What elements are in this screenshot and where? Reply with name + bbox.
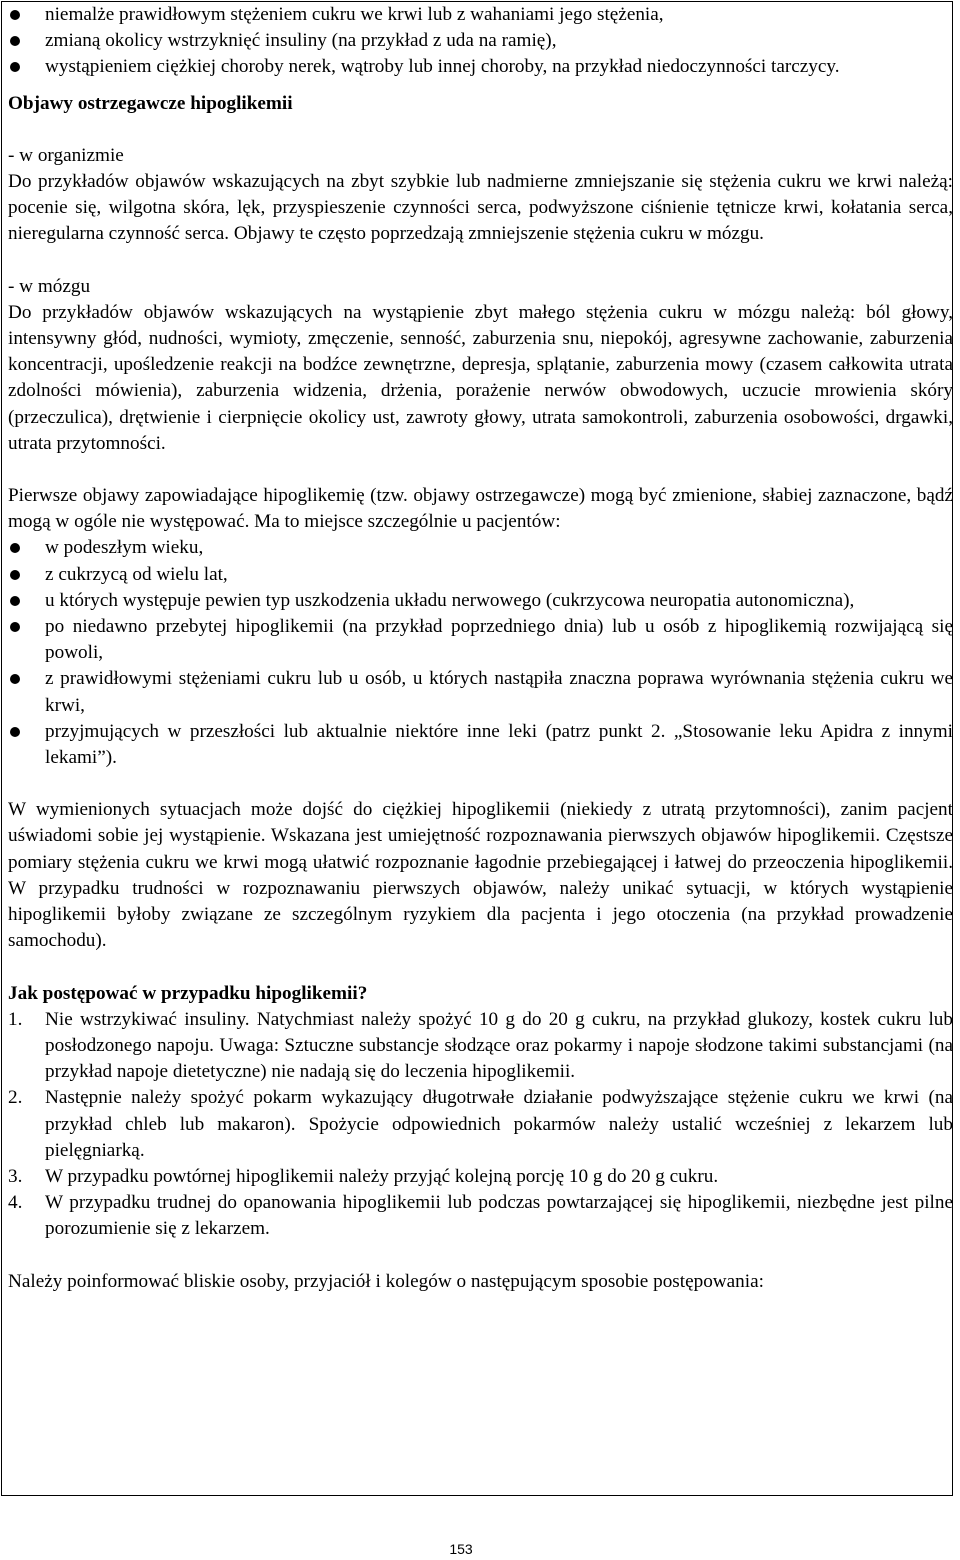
document-body — [8, 2, 953, 1295]
subheading-organism: - w organizmie — [8, 144, 124, 166]
list-item: u których występuje pewien typ uszkodzenia układu nerwowego (cukrzycowa neuropatia autonomiczna), — [8, 588, 953, 614]
step-text: Następnie należy spożyć pokarm wykazujący długotrwałe działanie podwyższające stężenie cukru we krwi (na przykład chleb lub makaron). Spożycie odpowiednich pokarmów należy ustalić wcześniej z lekarzem lub pielęgniarką. — [45, 1087, 953, 1161]
list-item: zmianą okolicy wstrzyknięć insuliny (na przykład z uda na ramię), — [8, 28, 953, 54]
list-item: z cukrzycą od wielu lat, — [8, 562, 953, 588]
step-number: 1. — [8, 1008, 23, 1030]
paragraph-organism-symptoms: Do przykładów objawów wskazujących na zbyt szybkie lub nadmierne zmniejszanie się stężenia cukru we krwi należą: pocenie się, wilgotna skóra, lęk, przyspieszenie czynności serca, podwyższone ciśnienie tętnicze krwi, kołatania serca, nieregularna czynność serca. Objawy te często poprzedzają zmniejszenie stężenia cukru w mózgu. — [8, 171, 953, 245]
list-item: po niedawno przebytej hipoglikemii (na przykład poprzedniego dnia) lub u osób z hipoglikemią rozwijającą się powoli, — [8, 614, 953, 666]
list-item — [8, 1190, 953, 1242]
patient-group-list — [8, 535, 953, 771]
list-item — [8, 1085, 953, 1164]
list-item — [8, 1164, 953, 1190]
risk-factor-list — [8, 2, 953, 81]
list-item: w podeszłym wieku, — [8, 535, 953, 561]
steps-list — [8, 1007, 953, 1243]
list-item — [8, 1007, 953, 1086]
step-number: 3. — [8, 1165, 23, 1187]
section-heading-what-to-do: Jak postępować w przypadku hipoglikemii? — [8, 982, 368, 1004]
step-number: 2. — [8, 1087, 23, 1109]
step-text: W przypadku powtórnej hipoglikemii należy przyjąć kolejną porcję 10 g do 20 g cukru. — [45, 1165, 719, 1187]
list-item: wystąpieniem ciężkiej choroby nerek, wątroby lub innej choroby, na przykład niedoczynności tarczycy. — [8, 54, 953, 80]
paragraph-first-symptoms: Pierwsze objawy zapowiadające hipoglikemię (tzw. objawy ostrzegawcze) mogą być zmienione, słabiej zaznaczone, bądź mogą w ogóle nie występować. Ma to miejsce szczególnie u pacjentów: — [8, 485, 953, 533]
step-number: 4. — [8, 1192, 23, 1214]
list-item: niemalże prawidłowym stężeniem cukru we krwi lub z wahaniami jego stężenia, — [8, 2, 953, 28]
list-item: przyjmujących w przeszłości lub aktualnie niektóre inne leki (patrz punkt 2. „Stosowanie leku Apidra z innymi lekami”). — [8, 719, 953, 771]
paragraph-warning: W wymienionych sytuacjach może dojść do ciężkiej hipoglikemii (niekiedy z utratą przytomności), zanim pacjent uświadomi sobie jej wystąpienie. Wskazana jest umiejętność rozpoznawania pierwszych objawów hipoglikemii. Częstsze pomiary stężenia cukru we krwi mogą ułatwić rozpoznanie łagodnie przebiegającej i łatwej do przeoczenia hipoglikemii. W przypadku trudności w rozpoznawaniu pierwszych objawów, należy unikać sytuacji, w których wystąpienie hipoglikemii byłoby związane ze szczególnym ryzykiem dla pacjenta i jego otoczenia (na przykład prowadzenie samochodu). — [8, 799, 953, 952]
step-text: W przypadku trudnej do opanowania hipoglikemii lub podczas powtarzającej się hipoglikemii, niezbędne jest pilne porozumienie się z lekarzem. — [45, 1192, 953, 1240]
step-text: Nie wstrzykiwać insuliny. Natychmiast należy spożyć 10 g do 20 g cukru, na przykład glukozy, kostek cukru lub posłodzonego napoju. Uwaga: Sztuczne substancje słodzące oraz pokarmy i napoje słodzone takimi substancjami (na przykład napoje dietetyczne) nie nadają się do leczenia hipoglikemii. — [45, 1008, 953, 1083]
list-item: z prawidłowymi stężeniami cukru lub u osób, u których nastąpiła znaczna poprawa wyrównania stężenia cukru we krwi, — [8, 666, 953, 718]
subheading-brain: - w mózgu — [8, 275, 91, 297]
section-heading-warning-symptoms: Objawy ostrzegawcze hipoglikemii — [8, 92, 293, 114]
paragraph-inform-others: Należy poinformować bliskie osoby, przyjaciół i kolegów o następującym sposobie postępowania: — [8, 1270, 764, 1292]
paragraph-brain-symptoms: Do przykładów objawów wskazujących na wystąpienie zbyt małego stężenia cukru w mózgu należą: ból głowy, intensywny głód, nudności, wymioty, zmęczenie, senność, zaburzenia snu, niepokój, agresywne zachowanie, zaburzenia koncentracji, upośledzenie reakcji na bodźce zewnętrzne, depresja, splątanie, zaburzenia mowy (czasem całkowita utrata zdolności mówienia), zaburzenia widzenia, drżenia, porażenie nerwów obwodowych, uczucie mrowienia skóry (przeczulica), drętwienie i cierpnięcie okolicy ust, zawroty głowy, utrata samokontroli, zaburzenia osobowości, drgawki, utrata przytomności. — [8, 301, 953, 454]
page-number: 153 — [449, 1541, 473, 1557]
